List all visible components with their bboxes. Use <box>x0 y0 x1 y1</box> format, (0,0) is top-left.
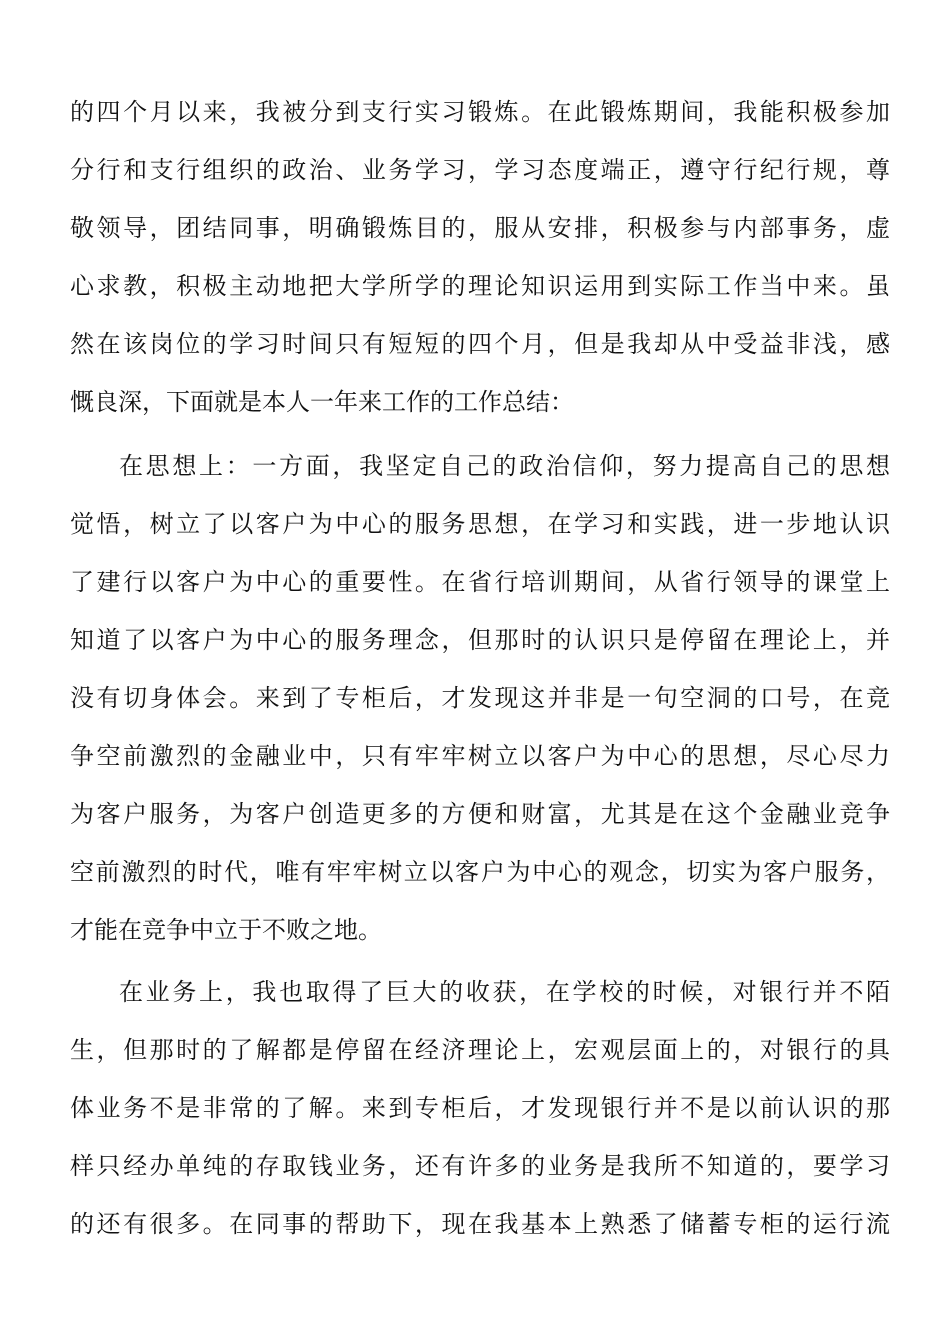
text-line-10: 知道了以客户为中心的服务理念，但那时的认识只是停留在理论上，并 <box>70 626 890 654</box>
text-line-2: 分行和支行组织的政治、业务学习，学习态度端正，遵守行纪行规，尊 <box>70 156 890 184</box>
text-line-15: 才能在竞争中立于不败之地。 <box>70 916 382 944</box>
text-line-20: 的还有很多。在同事的帮助下，现在我基本上熟悉了储蓄专柜的运行流 <box>70 1210 890 1238</box>
text-line-17: 生，但那时的了解都是停留在经济理论上，宏观层面上的，对银行的具 <box>70 1036 890 1064</box>
text-line-14: 空前激烈的时代，唯有牢牢树立以客户为中心的观念，切实为客户服务， <box>70 858 890 886</box>
text-line-9: 了建行以客户为中心的重要性。在省行培训期间，从省行领导的课堂上 <box>70 568 890 596</box>
text-line-13: 为客户服务，为客户创造更多的方便和财富，尤其是在这个金融业竞争 <box>70 800 890 828</box>
text-line-19: 样只经办单纯的存取钱业务，还有许多的业务是我所不知道的，要学习 <box>70 1152 890 1180</box>
text-line-16: 在业务上，我也取得了巨大的收获，在学校的时候，对银行并不陌 <box>119 978 890 1006</box>
text-line-12: 争空前激烈的金融业中，只有牢牢树立以客户为中心的思想，尽心尽力 <box>70 742 890 770</box>
text-line-3: 敬领导，团结同事，明确锻炼目的，服从安排，积极参与内部事务，虚 <box>70 214 890 242</box>
text-line-6: 慨良深，下面就是本人一年来工作的工作总结： <box>70 388 574 416</box>
text-line-5: 然在该岗位的学习时间只有短短的四个月，但是我却从中受益非浅，感 <box>70 330 890 358</box>
text-line-11: 没有切身体会。来到了专柜后，才发现这并非是一句空洞的口号，在竞 <box>70 684 890 712</box>
text-line-1: 的四个月以来，我被分到支行实习锻炼。在此锻炼期间，我能积极参加 <box>70 98 890 126</box>
text-line-7: 在思想上：一方面，我坚定自己的政治信仰，努力提高自己的思想 <box>119 452 890 480</box>
text-line-18: 体业务不是非常的了解。来到专柜后，才发现银行并不是以前认识的那 <box>70 1094 890 1122</box>
text-line-8: 觉悟，树立了以客户为中心的服务思想，在学习和实践，进一步地认识 <box>70 510 890 538</box>
text-line-4: 心求教，积极主动地把大学所学的理论知识运用到实际工作当中来。虽 <box>70 272 890 300</box>
